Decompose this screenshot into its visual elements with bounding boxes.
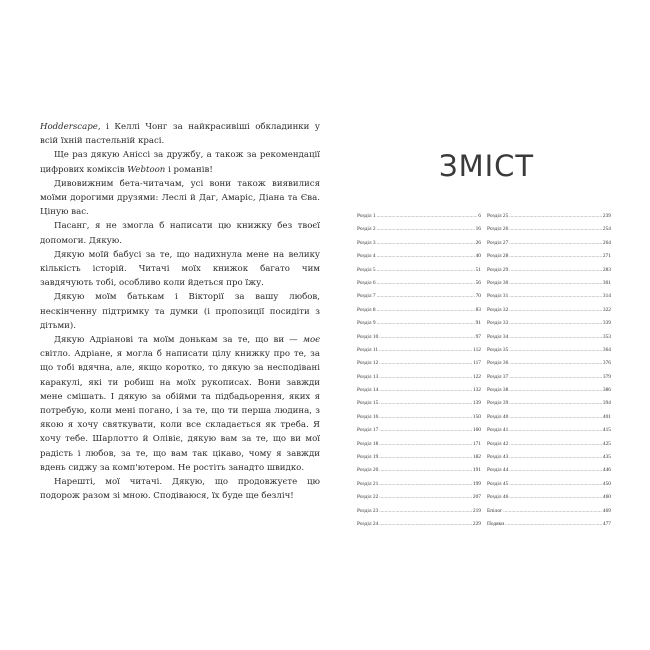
contents-entry (487, 454, 611, 467)
contents-entry (487, 213, 611, 226)
paragraph (40, 219, 320, 247)
contents-entry-title: Розділ 29 (487, 266, 509, 273)
contents-entry-page: 435 (602, 454, 611, 461)
contents-entry (357, 213, 481, 226)
contents-entry-title: Розділ 43 (487, 454, 509, 461)
contents-entry-page: 353 (602, 333, 611, 340)
contents-entry-page: 339 (602, 320, 611, 327)
contents-entry-page: 379 (602, 373, 611, 380)
dot-leader (509, 400, 602, 406)
contents-entry (487, 400, 611, 413)
contents-entry (487, 521, 611, 534)
contents-column-left (357, 213, 481, 534)
contents-entry-title: Розділ 41 (487, 427, 509, 434)
paragraph-text: Дякую Адріанові та моїм донькам за те, що ви — (54, 335, 303, 346)
contents-entry-page: 376 (602, 360, 611, 367)
contents-entry (357, 267, 481, 280)
dot-leader (379, 508, 472, 514)
contents-entry-page: 264 (602, 239, 611, 246)
dot-leader (377, 267, 475, 273)
dot-leader (379, 347, 472, 353)
contents-entry-page: 70 (475, 293, 481, 300)
contents-entry (487, 467, 611, 480)
contents-entry-page: 460 (602, 494, 611, 501)
paragraph (40, 475, 320, 503)
contents-entry-title: Розділ 4 (357, 253, 376, 260)
paragraph-text: Дякую моїй бабусі за те, що надихнула мене на велику кількість історій. Читачі моїх книжок багато чим завдячують тобі, особливо коли йдеться про їжу. (40, 249, 320, 289)
contents-entry-page: 139 (472, 400, 481, 407)
italic-text: моє (302, 335, 320, 346)
paragraph (40, 177, 320, 220)
contents-entry-title: Розділ 35 (487, 346, 509, 353)
dot-leader (379, 481, 472, 487)
dot-leader (379, 374, 472, 380)
dot-leader (379, 334, 474, 340)
contents-entry-title: Розділ 23 (357, 507, 379, 514)
contents-entry (487, 293, 611, 306)
contents-entry-page: 191 (472, 467, 481, 474)
contents-entry-title: Розділ 22 (357, 494, 379, 501)
dot-leader (379, 387, 472, 393)
dot-leader (377, 280, 475, 286)
contents-entry-title: Розділ 13 (357, 373, 379, 380)
contents-entry-page: 386 (602, 387, 611, 394)
contents-entry-title: Розділ 32 (487, 306, 509, 313)
contents-entry (487, 240, 611, 253)
contents-entry (357, 494, 481, 507)
dot-leader (509, 454, 602, 460)
dot-leader (379, 521, 472, 527)
contents-entry-page: 283 (602, 266, 611, 273)
contents-entry-title: Розділ 40 (487, 413, 509, 420)
contents-entry-title: Розділ 17 (357, 427, 379, 434)
paragraph-text: Ще раз дякую Аніссі за дружбу, а також за рекомендації цифрових коміксів (40, 150, 320, 175)
contents-entry-title: Розділ 8 (357, 306, 376, 313)
dot-leader (509, 226, 602, 232)
contents-entry-page: 56 (475, 279, 481, 286)
contents-entry-title: Розділ 12 (357, 360, 379, 367)
paragraph (40, 290, 320, 333)
contents-entry-page: 401 (602, 413, 611, 420)
contents-entry (487, 481, 611, 494)
contents-entry (357, 441, 481, 454)
contents-entry (357, 334, 481, 347)
paragraph (40, 148, 320, 176)
dot-leader (379, 427, 472, 433)
contents-entry (357, 414, 481, 427)
dot-leader (509, 293, 602, 299)
paragraph-text: Дякую моїм батькам і Вікторії за вашу любов, нескінченну підтримку та думки (і пропозиції посидіти з дітьми). (40, 292, 320, 331)
dot-leader (509, 387, 602, 393)
contents-entry-title: Розділ 38 (487, 387, 509, 394)
contents-entry-title: Розділ 2 (357, 226, 376, 233)
contents-entry-title: Розділ 3 (357, 239, 376, 246)
contents-entry (487, 280, 611, 293)
contents-entry-title: Розділ 30 (487, 279, 509, 286)
contents-entry-page: 6 (478, 213, 481, 219)
contents-entry (487, 226, 611, 239)
contents-entry (357, 307, 481, 320)
paragraph (40, 120, 320, 148)
dot-leader (509, 441, 602, 447)
contents-entry-page: 83 (475, 306, 481, 313)
contents-entry (357, 240, 481, 253)
contents-entry-page: 450 (602, 480, 611, 487)
contents-entry-title: Розділ 25 (487, 213, 509, 219)
contents-entry (357, 253, 481, 266)
contents-entry-page: 219 (472, 507, 481, 514)
dot-leader (509, 320, 602, 326)
contents-entry-page: 112 (473, 346, 481, 353)
dot-leader (509, 427, 602, 433)
contents-entry-page: 477 (602, 520, 611, 527)
dot-leader (379, 467, 472, 473)
contents-entry (487, 334, 611, 347)
contents-entry-page: 122 (472, 373, 481, 380)
contents-entry-title: Розділ 33 (487, 320, 509, 327)
dot-leader (377, 240, 475, 246)
contents-entry-page: 364 (602, 346, 611, 353)
paragraph (40, 333, 320, 475)
contents-entry-page: 182 (472, 454, 481, 461)
dot-leader (379, 360, 472, 366)
dot-leader (509, 374, 602, 380)
dot-leader (509, 267, 602, 273)
contents-entry-title: Розділ 5 (357, 266, 376, 273)
contents-entry-title: Подяки (487, 520, 505, 527)
contents-entry (487, 427, 611, 440)
dot-leader (379, 414, 472, 420)
dot-leader (509, 280, 602, 286)
contents-entry (357, 226, 481, 239)
contents-entry-title: Розділ 9 (357, 320, 376, 327)
contents-entry (357, 320, 481, 333)
contents-entry-page: 117 (473, 360, 481, 367)
contents-entry-page: 425 (602, 440, 611, 447)
contents-entry (357, 427, 481, 440)
contents-column-right (487, 213, 611, 534)
dot-leader (509, 360, 602, 366)
contents-entry-page: 132 (472, 387, 481, 394)
contents-entry (487, 441, 611, 454)
contents-entry-title: Епілог (487, 507, 503, 514)
contents-entry (357, 481, 481, 494)
contents-entry-page: 469 (602, 507, 611, 514)
acknowledgements-page (40, 120, 320, 503)
contents-entry-page: 207 (472, 494, 481, 501)
contents-entry (487, 267, 611, 280)
contents-entry (487, 508, 611, 521)
paragraph-text: Пасанг, я не змогла б написати цю книжку без твоєї допомоги. Дякую. (40, 221, 320, 246)
dot-leader (377, 320, 475, 326)
contents-entry-title: Розділ 44 (487, 467, 509, 474)
dot-leader (509, 307, 602, 313)
contents-entry (487, 360, 611, 373)
contents-entry (357, 280, 481, 293)
contents-entry (357, 387, 481, 400)
contents-entry-title: Розділ 16 (357, 413, 379, 420)
contents-entry-page: 229 (472, 520, 481, 527)
contents-entry-page: 199 (472, 480, 481, 487)
dot-leader (509, 253, 602, 259)
contents-entry (487, 347, 611, 360)
contents-entry-page: 26 (475, 239, 481, 246)
dot-leader (505, 521, 602, 527)
contents-entry-page: 150 (472, 413, 481, 420)
contents-entry-title: Розділ 27 (487, 239, 509, 246)
contents-entry (487, 253, 611, 266)
contents-entry-page: 16 (475, 226, 481, 233)
contents-entry (357, 454, 481, 467)
contents-entry (357, 360, 481, 373)
paragraph-text: Нарешті, мої читачі. Дякую, що продовжуєте цю подорож разом зі мною. Сподіваюся, їх буде ще безліч! (40, 477, 320, 502)
contents-entry-page: 171 (472, 440, 481, 447)
dot-leader (377, 226, 475, 232)
contents-entry-title: Розділ 6 (357, 279, 376, 286)
contents-entry-title: Розділ 14 (357, 387, 379, 394)
dot-leader (509, 494, 602, 500)
contents-entry-title: Розділ 20 (357, 467, 379, 474)
paragraph-text: світло. Адріане, я могла б написати цілу книжку про те, за що тобі вдячна, але, якщо коротко, то дякую за несподівані каракулі, які ти робиш на моїх рукописах. Вони завжди мене смішать. І дякую за обійми та підбадьорення, яких я потребую, коли мені погано, і за те, що ти перша людина, з якою я хочу святкувати, коли все складається як треба. Я хочу тебе. Шарлотто й Олівіє, дякую вам за те, що ви мої радість і любов, за те, що вам так цікаво, чому я завжди вдень сиджу за комп'ютером. Не ростіть занадто швидко. (40, 349, 320, 473)
dot-leader (509, 334, 602, 340)
dot-leader (377, 253, 475, 259)
contents-entry-page: 322 (602, 306, 611, 313)
contents-entry-page: 415 (602, 427, 611, 434)
contents-entry-title: Розділ 15 (357, 400, 379, 407)
dot-leader (509, 213, 602, 219)
dot-leader (509, 347, 602, 353)
contents-entry-page: 239 (602, 213, 611, 219)
dot-leader (379, 454, 472, 460)
contents-entry-title: Розділ 24 (357, 520, 379, 527)
contents-entry-title: Розділ 1 (357, 213, 376, 219)
contents-entry (487, 494, 611, 507)
contents-entry-page: 160 (472, 427, 481, 434)
contents-entry-page: 51 (475, 266, 481, 273)
dot-leader (377, 213, 478, 219)
contents-entry (357, 508, 481, 521)
contents-entry-title: Розділ 31 (487, 293, 509, 300)
contents-entry-page: 91 (475, 320, 481, 327)
paragraph-text: Дивовижним бета-читачам, усі вони також виявилися моїми дорогими друзями: Леслі й Даг, Амаріс, Діана та Єва. Ціную вас. (40, 178, 320, 218)
contents-entry-page: 394 (602, 400, 611, 407)
contents-entry-title: Розділ 21 (357, 480, 379, 487)
contents-entry (487, 320, 611, 333)
contents-entry-title: Розділ 36 (487, 360, 509, 367)
dot-leader (379, 400, 472, 406)
contents-entry-page: 40 (475, 253, 481, 260)
dot-leader (377, 307, 475, 313)
contents-entry-title: Розділ 10 (357, 333, 379, 340)
contents-entry-title: Розділ 19 (357, 454, 379, 461)
italic-text: Webtoon (127, 164, 166, 175)
contents-title: ЗМІСТ (439, 149, 535, 183)
contents-entry-title: Розділ 39 (487, 400, 509, 407)
contents-entry (357, 374, 481, 387)
dot-leader (509, 467, 602, 473)
contents-entry-page: 254 (602, 226, 611, 233)
contents-entry-title: Розділ 45 (487, 480, 509, 487)
dot-leader (509, 240, 602, 246)
dot-leader (377, 293, 475, 299)
contents-entry-title: Розділ 18 (357, 440, 379, 447)
contents-entry (357, 400, 481, 413)
dot-leader (509, 481, 602, 487)
contents-entry-title: Розділ 34 (487, 333, 509, 340)
contents-entry-title: Розділ 28 (487, 253, 509, 260)
contents-entry (357, 521, 481, 534)
paragraph-text: , і Келлі Чонг за найкрасивіші обкладинки у всій їхній пастельній красі. (40, 122, 320, 147)
contents-entry-title: Розділ 37 (487, 373, 509, 380)
contents-entry (487, 374, 611, 387)
paragraph-text: і романів! (165, 164, 213, 175)
dot-leader (503, 508, 602, 514)
contents-entry-page: 446 (602, 467, 611, 474)
dot-leader (379, 494, 472, 500)
contents-entry (487, 414, 611, 427)
contents-entry (357, 347, 481, 360)
contents-page (343, 0, 625, 650)
contents-entry-title: Розділ 26 (487, 226, 509, 233)
contents-entry (487, 307, 611, 320)
contents-entry-title: Розділ 42 (487, 440, 509, 447)
contents-entry-title: Розділ 11 (357, 346, 379, 353)
contents-entry-page: 271 (602, 253, 611, 260)
paragraph (40, 248, 320, 291)
dot-leader (509, 414, 602, 420)
dot-leader (379, 441, 472, 447)
contents-entry-page: 314 (602, 293, 611, 300)
contents-entry (357, 293, 481, 306)
contents-entry-title: Розділ 46 (487, 494, 509, 501)
italic-text: Hodderscape (40, 122, 98, 132)
contents-entry-page: 301 (602, 279, 611, 286)
contents-entry (357, 467, 481, 480)
contents-entry-title: Розділ 7 (357, 293, 376, 300)
contents-entry (487, 387, 611, 400)
contents-entry-page: 97 (475, 333, 481, 340)
